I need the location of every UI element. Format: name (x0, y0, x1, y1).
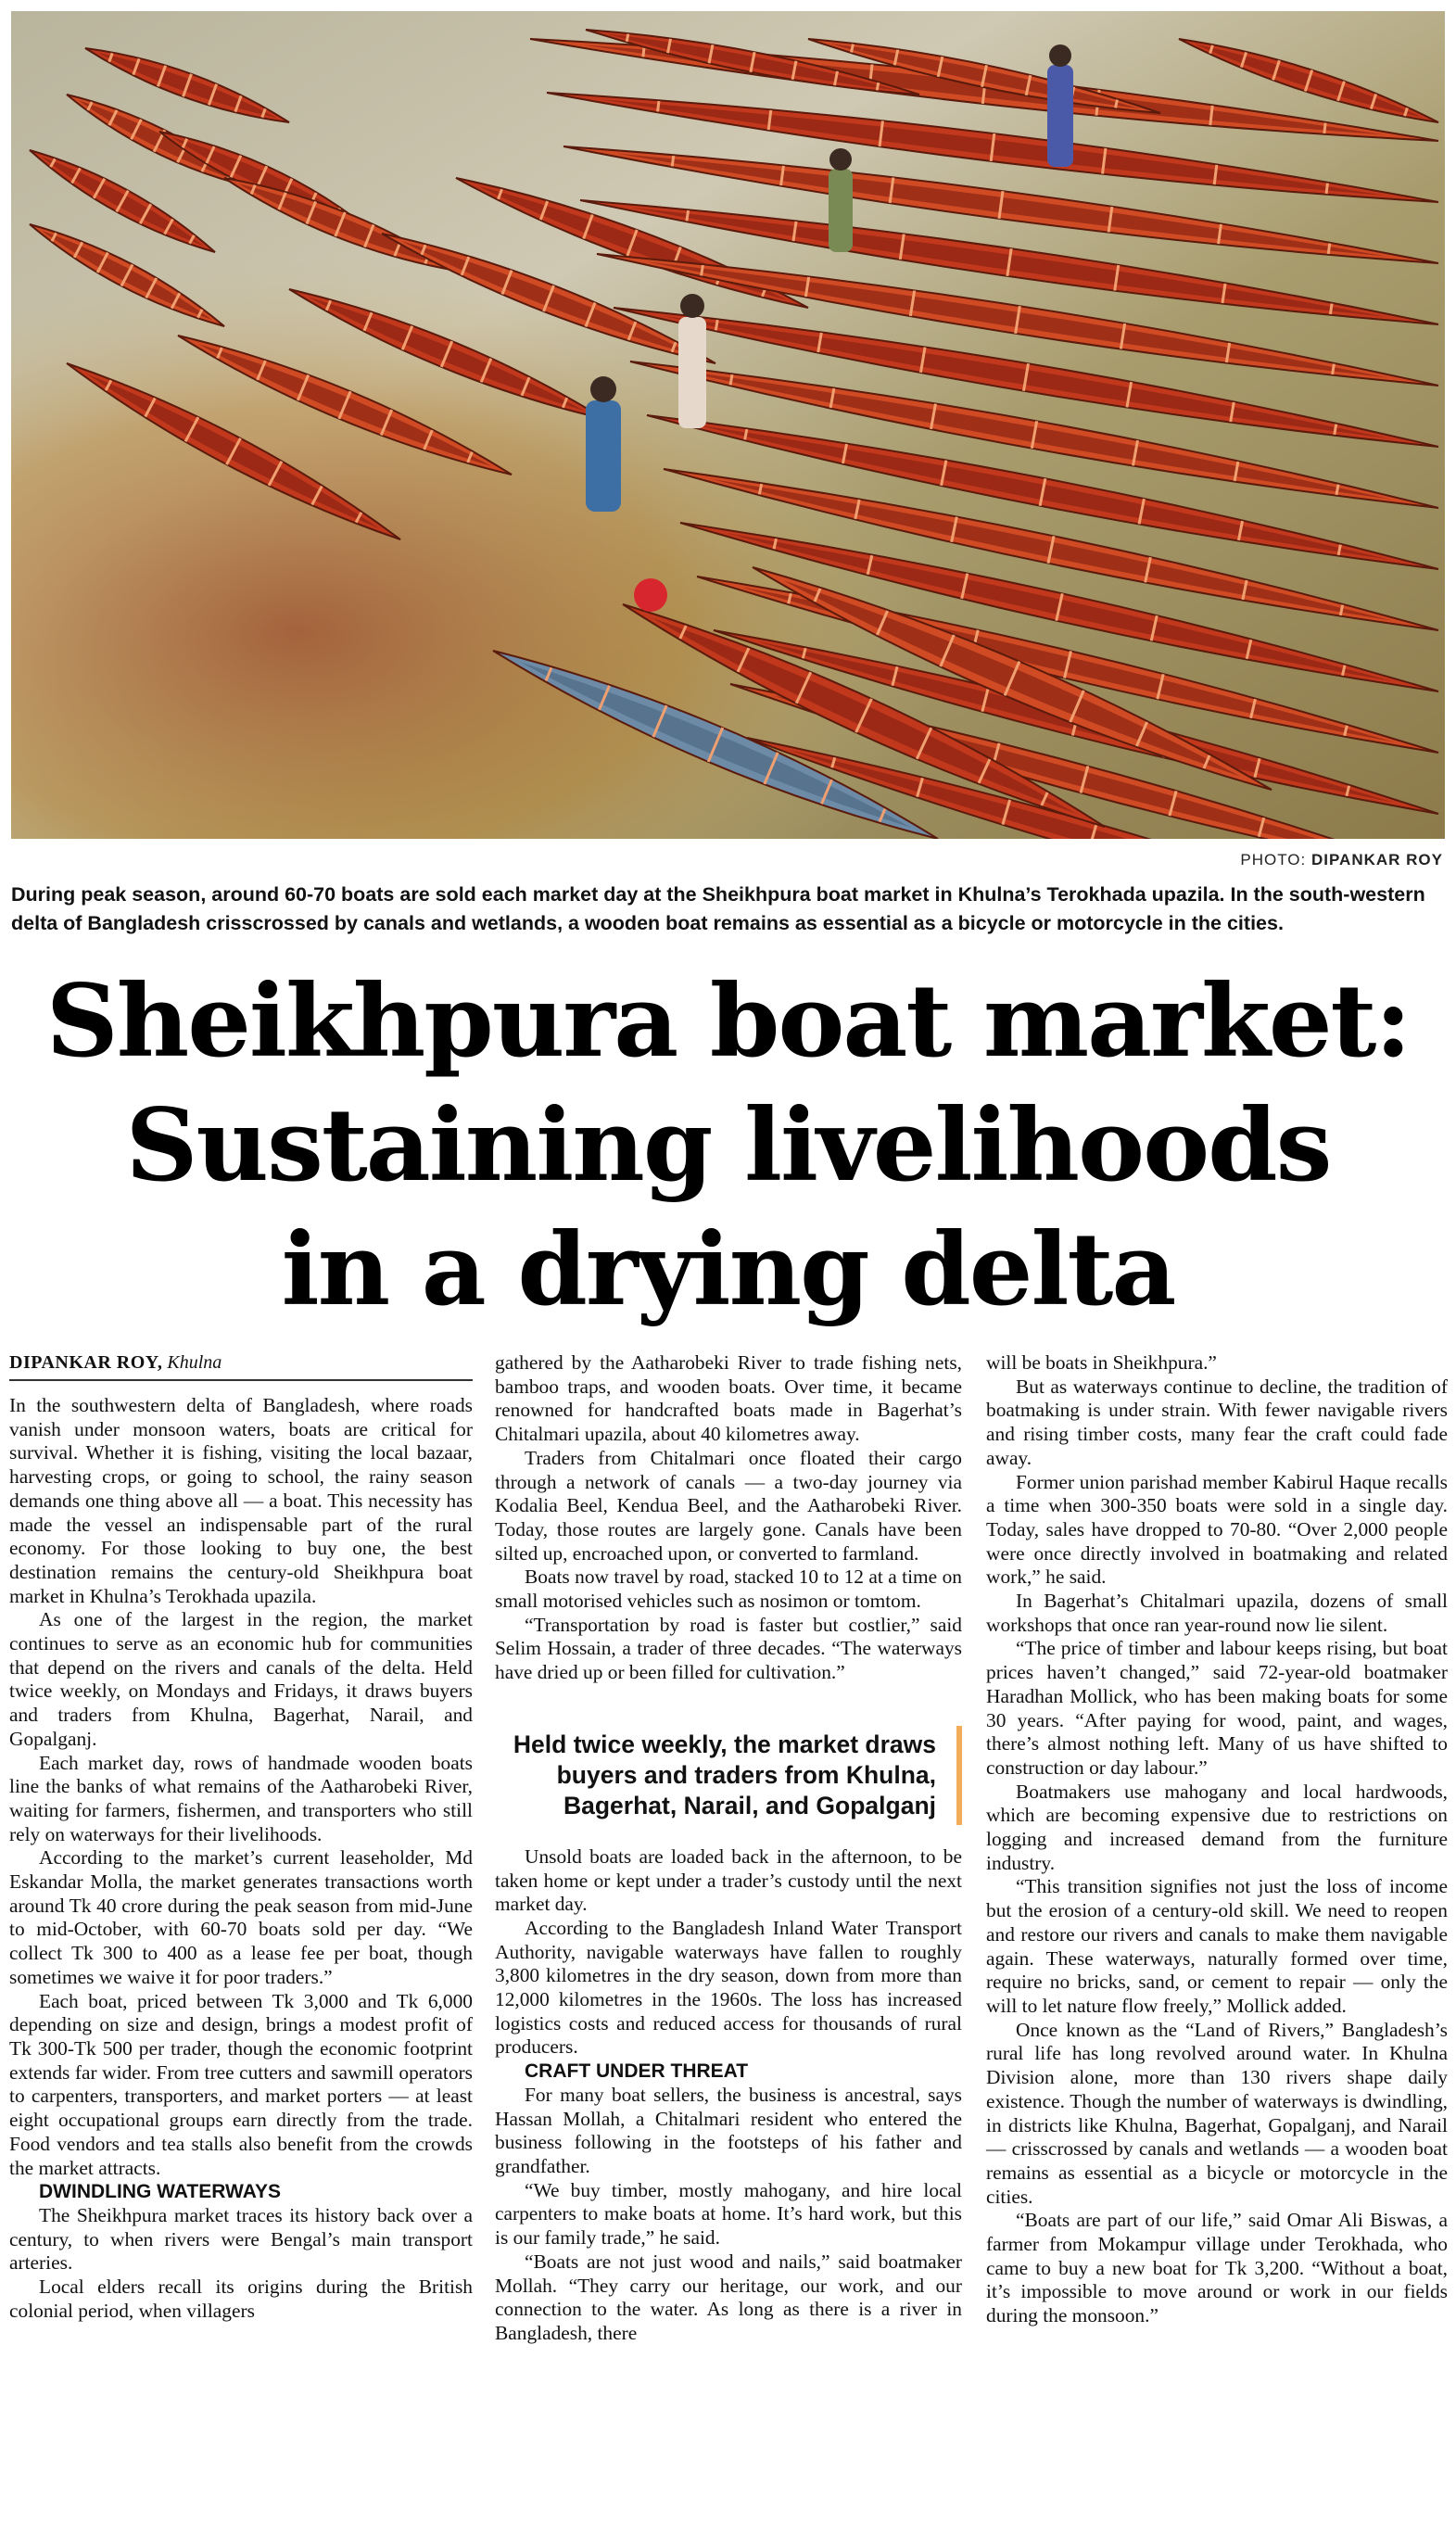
photo-credit (1240, 851, 1443, 869)
paragraph: According to the market’s current leaseholder, Md Eskandar Molla, the market generates transactions worth around Tk 40 crore during the peak season from mid-June to mid-October, with 60-70 boats sold per day. “We collect Tk 300 to 400 as a lease fee per boat, though sometimes we waive it for poor traders.” (9, 1846, 473, 1988)
paragraph: Boats now travel by road, stacked 10 to 12 at a time on small motorised vehicles such as nosimon or tomtom. (495, 1566, 962, 1613)
byline-author: DIPANKAR ROY, (9, 1352, 163, 1373)
pull-quote-text: Held twice weekly, the market draws buyers and traders from Khulna, Bagerhat, Narail, and Gopalganj (513, 1730, 936, 1819)
boat-thwart (687, 210, 689, 221)
paragraph: For many boat sellers, the business is ancestral, says Hassan Mollah, a Chitalmari resident who entered the business following in the footsteps of his father and grandfather. (495, 2083, 962, 2177)
paragraph: will be boats in Sheikhpura.” (986, 1351, 1217, 1374)
headline-line-1: Sheikhpura boat market: (45, 963, 1411, 1080)
boat-thwart (715, 320, 717, 330)
lead-photo (11, 11, 1445, 839)
article-column-1 (9, 1351, 473, 2323)
paragraph: Traders from Chitalmari once floated their cargo through a network of canals — a two-day journey via Kodalia Beel, Kendua Beel, and the Aatharobeki River. Today, those routes are largely gone. Canals have been silted up, encroached upon, or converted to farmland. (495, 1446, 962, 1565)
headline-line-3: in a drying delta (281, 1211, 1175, 1328)
boats-illustration (11, 11, 1445, 839)
subhead-craft-under-threat: CRAFT UNDER THREAT (525, 2060, 749, 2083)
boat-thwart (877, 82, 879, 90)
byline-location: Khulna (167, 1352, 222, 1373)
boat-thwart (1333, 364, 1335, 374)
paragraph: As one of the largest in the region, the market continues to serve as an economic hub for communities that depend on the rivers and canals of the delta. Held twice weekly, on Mondays and Fridays, it draws buyers and traders from Khulna, Bagerhat, Narail, and Gopalganj. (9, 1608, 473, 1750)
paragraph: “Boats are part of our life,” said Omar Ali Biswas, a farmer from Mokampur village under Terokhada, who came to buy a new boat for Tk 3,200. “Without a boat, it’s impossible to move around or work in our fields during the monsoon.” (986, 2209, 1448, 2327)
boat-thwart (1328, 244, 1330, 254)
paragraph: Boatmakers use mahogany and local hardwoods, which are becoming expensive due to restrictions on logging and increased demand from the furniture industry. (986, 1780, 1448, 1874)
boat-thwart (1116, 100, 1118, 108)
pull-quote (495, 1726, 962, 1825)
boat-thwart (1336, 485, 1338, 495)
article-column-2 (495, 1351, 962, 2346)
paragraph: Each market day, rows of handmade wooden boats line the banks of what remains of the Aatharobeki River, waiting for farmers, fishermen, and transporters who still rely on waterways for their livelihoods. (9, 1751, 473, 1845)
byline (9, 1351, 473, 1381)
paragraph: “This transition signifies not just the loss of income but the erosion of a century-old skill. We need to reopen and restore our rivers and canals to make them navigable again. These waterways, naturally formed over time, require no bricks, sand, or cement to repair — only the will to let nature flow freely,” Mollick added. (986, 1875, 1448, 2017)
pull-quote-accent-bar (956, 1726, 962, 1825)
boat-thwart (627, 34, 628, 42)
boat-thwart (672, 156, 674, 166)
boat-thwart (1330, 304, 1332, 314)
paragraph: Local elders recall its origins during the British colonial period, when villagers (9, 2275, 473, 2322)
paragraph: Once known as the “Land of Rivers,” Bangladesh’s rural life has long revolved around water. In Khulna Division alone, more than 130 rivers shape daily existence. Though the number of waterways is dwindling, in districts like Khulna, Bagerhat, Gopalganj, and Narail — crisscrossed by canals and wetlands — a wooden boat remains as essential as a bicycle or motorcycle in the cities. (986, 2018, 1448, 2208)
paragraph: The Sheikhpura market traces its history back over a century, to when rivers were Bengal’s main transport arteries. (9, 2203, 473, 2275)
paragraph: In the southwestern delta of Bangladesh, where roads vanish under monsoon waters, boats are critical for survival. Whether it is fishing, visiting the local bazaar, harvesting crops, or going to school, the rainy season demands one thing above all — a boat. This necessity has made the vessel an indispensable part of the rural economy. For those looking to buy one, the best destination remains the century-old Sheikhpura boat market in Khulna’s Terokhada upazila. (9, 1394, 473, 1607)
paragraph: “The price of timber and labour keeps rising, but boat prices haven’t changed,” said 72-year-old boatmaker Haradhan Mollick, who has been making boats for some 30 years. “After paying for wood, paint, and wages, there’s almost nothing left. Many of us have shifted to construction or day labour.” (986, 1637, 1448, 1779)
paragraph: “Boats are not just wood and nails,” said boatmaker Mollah. “They carry our heritage, our work, and our connection to the water. As long as there is a river in Bangladesh, there (495, 2250, 962, 2344)
photo-caption: During peak season, around 60-70 boats are sold each market day at the Sheikhpura boat market in Khulna’s Terokhada upazila. In the south-western delta of Bangladesh crisscrossed by canals and wetlands, a wooden boat remains as essential as a bicycle or motorcycle in the cities. (11, 883, 1425, 934)
paragraph: But as waterways continue to decline, the tradition of boatmaking is under strain. With fewer navigable rivers and rising timber costs, many fear the craft could fade away. (986, 1375, 1448, 1469)
paragraph: Former union parishad member Kabirul Haque recalls a time when 300-350 boats were sold in a single day. Today, sales have dropped to 70-80. “Over 2,000 people were once directly involved in boatmaking and related work,” he said. (986, 1470, 1448, 1589)
paragraph: In Bagerhat’s Chitalmari upazila, dozens of small workshops that once ran year-round now lie silent. (986, 1590, 1448, 1636)
photo-credit-name: DIPANKAR ROY (1310, 851, 1443, 868)
article-column-3 (986, 1351, 1448, 2328)
subhead-dwindling-waterways: DWINDLING WATERWAYS (39, 2181, 281, 2203)
headline (0, 959, 1456, 1332)
paragraph: Unsold boats are loaded back in the afternoon, to be taken home or kept under a trader’s custody until the next market day. (495, 1844, 962, 1916)
photo-credit-label: PHOTO: (1240, 851, 1307, 868)
boat-thwart (702, 265, 703, 275)
paragraph: Each boat, priced between Tk 3,000 and Tk 6,000 depending on size and design, brings a modest profit of Tk 300-Tk 500 per trader, though the economic footprint extends far wider. From tree cutters and sawmill operators to carpenters, transporters, and market porters — at least eight occupational groups earn directly from the trade. Food vendors and tea stalls also benefit from the crowds the market attracts. (9, 1989, 473, 2179)
headline-line-2: Sustaining livelihoods (125, 1087, 1331, 1204)
paragraph: “We buy timber, mostly mahogany, and hire local carpenters to make boats at home. It’s hard work, but this is our family trade,” he said. (495, 2178, 962, 2250)
boat-thwart (730, 374, 732, 385)
boat-thwart (658, 101, 659, 111)
boat-thwart (1326, 184, 1327, 194)
paragraph: According to the Bangladesh Inland Water Transport Authority, navigable waterways have fallen to roughly 3,800 kilometres in the dry season, down from more than 12,000 kilometres in the 1960s. The loss has increased logistics costs and reduced access for thousands of rural producers. (495, 1916, 962, 2059)
paragraph: “Transportation by road is faster but costlier,” said Selim Hossain, a trader of three decades. “The waterways have dried up or been filled for cultivation.” (495, 1613, 962, 1684)
boat-thwart (1335, 425, 1336, 435)
boat-thwart (1324, 123, 1325, 133)
paragraph: gathered by the Aatharobeki River to trade fishing nets, bamboo traps, and wooden boats. Over time, it became renowned for handcrafted boats made in Bagerhat’s Chitalmari upazila, about 40 kilometres away. (495, 1351, 962, 1446)
boat-thwart (852, 44, 854, 53)
